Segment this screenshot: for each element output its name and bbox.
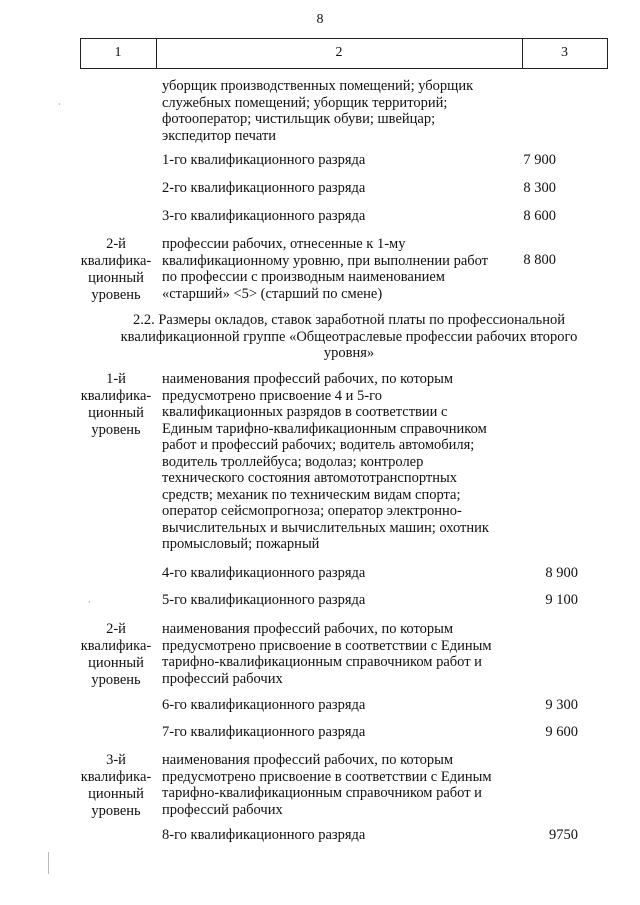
- level-value: 8 800: [523, 252, 556, 268]
- desc-line: квалификационному уровню, при выполнении работ: [162, 252, 489, 269]
- level-line: уровень: [91, 422, 141, 438]
- level-description: [162, 371, 516, 553]
- grade-row-label: 8-го квалификационного разряда: [162, 827, 366, 843]
- header-divider: [607, 38, 608, 69]
- level-description: [162, 621, 516, 687]
- header-bottom-border: [80, 68, 608, 69]
- scan-speck: ·: [88, 598, 91, 607]
- level-line: квалифика-: [80, 769, 152, 785]
- level-description: [162, 752, 516, 818]
- grade-row-label: 1-го квалификационного разряда: [162, 152, 366, 168]
- desc-line: работ и профессий рабочих; водитель автомобиля;: [162, 437, 475, 453]
- header-top-border: [80, 38, 608, 39]
- level-line: 2-й: [106, 621, 126, 637]
- level-line: уровень: [91, 287, 141, 303]
- desc-line: тарифно-квалификационным справочником работ и: [162, 785, 482, 801]
- desc-line: квалификационных разрядов в соответствии с: [162, 404, 448, 420]
- column-header-1: 1: [114, 45, 122, 60]
- desc-line: «старший» <5> (старший по смене): [162, 285, 383, 302]
- scan-speck: [48, 852, 49, 874]
- grade-row-label: 5-го квалификационного разряда: [162, 592, 366, 608]
- desc-line: уборщик производственных помещений; уборщик: [162, 78, 474, 94]
- level-description: [162, 236, 516, 302]
- level-line: квалифика-: [80, 253, 152, 269]
- grade-row-label: 3-го квалификационного разряда: [162, 208, 366, 224]
- qualification-level-label: [74, 371, 158, 439]
- grade-row-value: 8 900: [545, 565, 578, 581]
- desc-line: наименования профессий рабочих, по которым: [162, 752, 454, 768]
- grade-row-value: 9750: [549, 827, 578, 843]
- desc-line: служебных помещений; уборщик территорий;: [162, 94, 448, 111]
- qualification-level-label: [74, 236, 158, 304]
- grade-row-label: 4-го квалификационного разряда: [162, 565, 366, 581]
- grade-row-value: 7 900: [523, 152, 556, 168]
- level-line: ционный: [88, 270, 144, 286]
- page-number: 8: [316, 12, 324, 27]
- desc-line: Единым тарифно-квалификационным справочником: [162, 420, 487, 437]
- level-line: квалифика-: [80, 388, 152, 404]
- level-line: уровень: [91, 672, 141, 688]
- section-line: квалификационной группе «Общеотраслевые профессии рабочих второго: [120, 328, 578, 345]
- scan-speck: ·: [58, 100, 61, 109]
- level-line: ционный: [88, 786, 144, 802]
- desc-line: средств; механик по техническим видам спорта;: [162, 486, 461, 503]
- level-line: квалифика-: [80, 638, 152, 654]
- desc-line: предусмотрено присвоение в соответствии с Единым: [162, 768, 492, 785]
- desc-line: наименования профессий рабочих, по которым: [162, 621, 454, 637]
- section-line: 2.2. Размеры окладов, ставок заработной платы по профессиональной: [132, 312, 566, 328]
- section-line: уровня»: [323, 345, 375, 361]
- desc-line: профессий рабочих: [162, 801, 283, 818]
- level-line: ционный: [88, 655, 144, 671]
- desc-line: промысловый; пожарный: [162, 536, 320, 552]
- grade-row-value: 8 300: [523, 180, 556, 196]
- desc-line: водитель троллейбуса; водолаз; контролер: [162, 453, 424, 470]
- grade-row-value: 9 100: [545, 592, 578, 608]
- grade-row-value: 9 300: [545, 697, 578, 713]
- grade-row-label: 2-го квалификационного разряда: [162, 180, 366, 196]
- column-header-2: 2: [335, 45, 343, 60]
- column-header-3: 3: [561, 45, 568, 60]
- grade-row-value: 9 600: [545, 724, 578, 740]
- desc-line: наименования профессий рабочих, по которым: [162, 371, 454, 387]
- desc-line: профессий рабочих: [162, 670, 283, 687]
- level-line: уровень: [91, 803, 141, 819]
- profession-list-continued: [162, 78, 516, 144]
- qualification-level-label: [74, 621, 158, 689]
- desc-line: предусмотрено присвоение в соответствии с Единым: [162, 637, 492, 654]
- desc-line: оператор сейсмопрогноза; оператор электронно-: [162, 503, 462, 519]
- qualification-level-label: [74, 752, 158, 820]
- desc-line: экспедитор печати: [162, 127, 277, 144]
- level-line: 1-й: [106, 371, 126, 387]
- section-heading: [60, 312, 638, 362]
- grade-row-label: 6-го квалификационного разряда: [162, 697, 366, 713]
- level-line: 3-й: [106, 752, 126, 768]
- desc-line: фотооператор; чистильщик обуви; швейцар;: [162, 111, 436, 127]
- grade-row-value: 8 600: [523, 208, 556, 224]
- level-line: 2-й: [106, 236, 126, 252]
- desc-line: технического состояния автомототранспортных: [162, 470, 458, 486]
- desc-line: профессии рабочих, отнесенные к 1-му: [162, 236, 406, 252]
- grade-row-label: 7-го квалификационного разряда: [162, 724, 366, 740]
- level-line: ционный: [88, 405, 144, 421]
- desc-line: по профессии с производным наименованием: [162, 269, 445, 285]
- desc-line: тарифно-квалификационным справочником работ и: [162, 654, 482, 670]
- desc-line: вычислительных и вычислительных машин; охотник: [162, 519, 489, 536]
- desc-line: предусмотрено присвоение 4 и 5-го: [162, 387, 382, 404]
